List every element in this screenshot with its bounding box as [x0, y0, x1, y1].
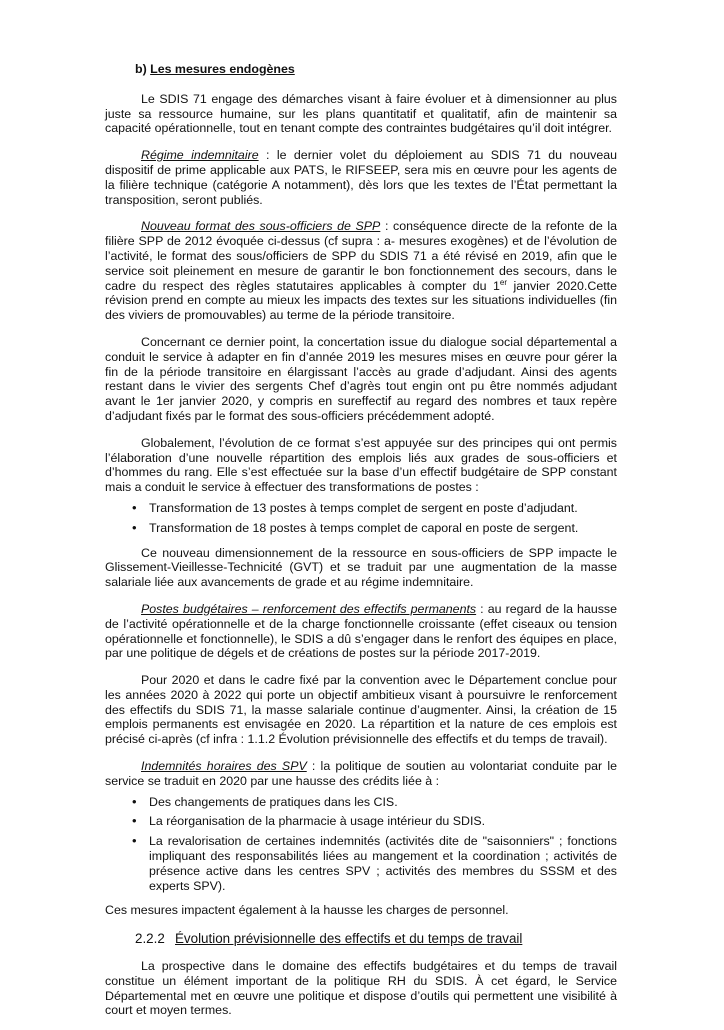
list-item: • Transformation de 18 postes à temps complet de caporal en poste de sergent. — [149, 521, 617, 536]
paragraph-2020: Pour 2020 et dans le cadre fixé par la convention avec le Département conclue pour les années 2020 à 2022 qui porte un objectif ambitieux visant à poursuivre le renforcement des effectifs du SDIS 71, la masse salariale continue d’augmenter. Ainsi, la création de 15 emplois permanents est envisagée en 2020. La répartition et la nature de ces emplois est précisé ci-après (cf infra : 1.1.2 Évolution prévisionnelle des effectifs et du temps de travail). — [105, 673, 617, 747]
paragraph-prospective: La prospective dans le domaine des effectifs budgétaires et du temps de travail constitue un élément important de la politique RH du SDIS. À cet égard, le Service Départemental met en œuvre une politique et dispose d’outils qui permettent une visibilité à court et moyen termes. — [105, 959, 617, 1018]
format-text-a: : conséquence directe de la refonte de la filière SPP de 2012 évoquée ci-dessus (cf supra : a- mesures exogènes) et de l’évolution de l’activité, le format des sous/officiers de SPP du SDIS 71 a été révisé en 2019, afin que le service soit pleinement en mesure de garantir le bon fonctionnement des secours, dans le cadre du respect des règles statutaires applicables à compter du 1 — [105, 219, 617, 293]
section-number: 2.2.2 — [135, 931, 165, 947]
format-text-b: janvier 2020.Cette révision prend en compte au mieux les impacts des textes sur les situations individuelles (fin des viviers de promouvables) au terme de la période transitoire. — [105, 278, 617, 323]
paragraph-postes-budgetaires — [105, 602, 617, 661]
section-heading — [105, 932, 617, 947]
format-label: Nouveau format des sous-officiers de SPP — [141, 219, 381, 234]
spv-label: Indemnités horaires des SPV — [141, 759, 307, 774]
heading-prefix: b) — [135, 62, 151, 76]
paragraph-regime-indemnitaire — [105, 148, 617, 207]
postes-label: Postes budgétaires – renforcement des effectifs permanents — [141, 601, 477, 616]
paragraph-globalement: Globalement, l’évolution de ce format s’est appuyée sur des principes qui ont permis l’élaboration d’une nouvelle répartition des emplois liés aux grades de sous-officiers et d’hommes du rang. Elle s’est effectuée sur la base d’un effectif budgétaire de SPP constant mais a conduit le service à effectuer des transformations de postes : — [105, 435, 617, 495]
postes-text: : au regard de la hausse de l’activité opérationnelle et de la charge fonctionnelle croissante (effet ciseaux ou tension opérationnelle et fonctionnelle), le SDIS a dû s’engager dans le renfort des équipes en place, par une politique de dégels et de créations de postes sur la période 2017-2019. — [105, 601, 617, 661]
list-item: • La revalorisation de certaines indemnités (activités dite de "saisonniers" ; fonctions impliquant des responsabilités liées au mangement et la coordination ; activités de présence active dans les centres SPV ; activités des membres du SSSM et des experts SPV). — [149, 834, 617, 893]
paragraph-format-sous-officiers — [105, 219, 617, 323]
transformation-list — [105, 501, 617, 536]
format-sup: er — [499, 277, 508, 287]
heading-title: Les mesures endogènes — [150, 62, 295, 76]
paragraph-indemnites-spv — [105, 759, 617, 789]
subsection-heading — [135, 62, 617, 77]
list-item: • La réorganisation de la pharmacie à usage intérieur du SDIS. — [149, 814, 617, 829]
page-content — [105, 62, 617, 1030]
section-title: Évolution prévisionnelle des effectifs et du temps de travail — [175, 931, 523, 947]
spv-list — [105, 795, 617, 894]
paragraph-intro: Le SDIS 71 engage des démarches visant à faire évoluer et à dimensionner au plus juste sa ressource humaine, sur les plans quantitatif et qualitatif, afin de maintenir sa capacité opérationnelle, tout en tenant compte des contraintes budgétaires qu’il doit intégrer. — [105, 91, 617, 136]
regime-label: Régime indemnitaire — [141, 148, 259, 163]
list-item: • Transformation de 13 postes à temps complet de sergent en poste d’adjudant. — [149, 501, 617, 516]
spv-text: : la politique de soutien au volontariat conduite par le service se traduit en 2020 par une hausse des crédits liée à : — [105, 759, 617, 788]
paragraph-impact: Ces mesures impactent également à la hausse les charges de personnel. — [105, 903, 509, 918]
paragraph-dimensionnement: Ce nouveau dimensionnement de la ressource en sous-officiers de SPP impacte le Glissement-Vieillesse-Technicité (GVT) et se traduit par une augmentation de la masse salariale liée aux avancements de grade et au régime indemnitaire. — [105, 545, 617, 590]
paragraph-concertation: Concernant ce dernier point, la concertation issue du dialogue social départemental a conduit le service à adapter en fin d’année 2019 les mesures mises en œuvre pour gérer la fin de la période transitoire en élargissant l’accès au grade d’adjudant. Ainsi des agents restant dans le vivier des sergents Chef d’agrès tout engin ont pu être nommés adjudant avant le 1er janvier 2020, y compris en sureffectif au regard des nombres et taux repère d’adjudant fixés par le format des sous-officiers précédemment adopté. — [105, 334, 617, 423]
regime-text: : le dernier volet du déploiement au SDIS 71 du nouveau dispositif de prime applicable aux PATS, le RIFSEEP, sera mis en œuvre pour les agents de la filière technique (catégorie A notamment), dès lors que les textes de l’État permettant la transposition, seront publiés. — [105, 148, 618, 207]
list-item: • Des changements de pratiques dans les CIS. — [149, 795, 617, 810]
